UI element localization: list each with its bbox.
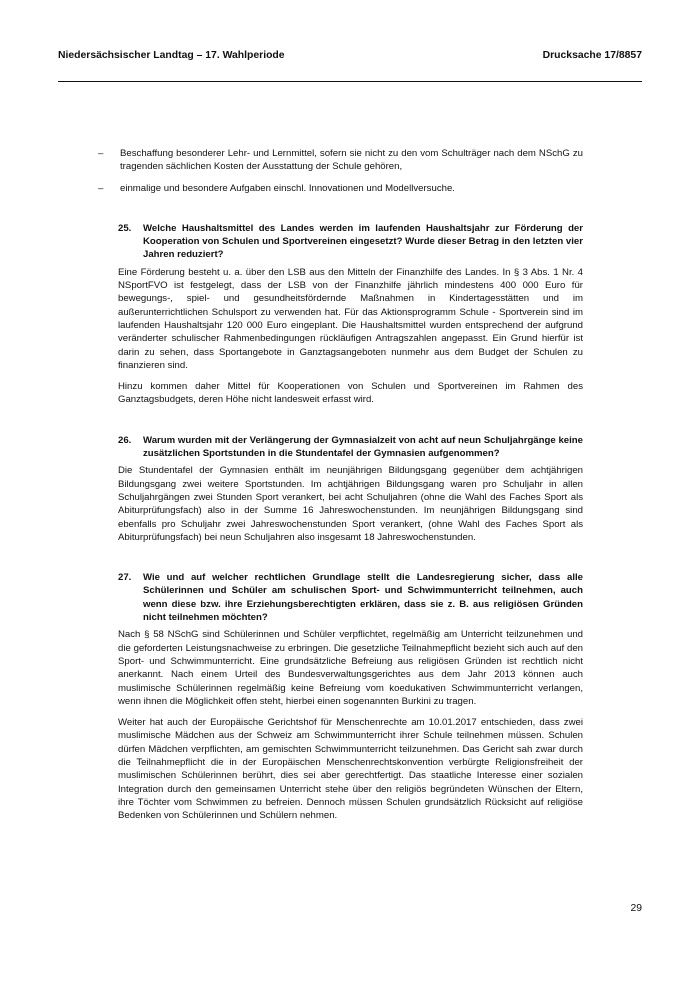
question-number: 25.: [118, 222, 132, 234]
answer-paragraph: Die Stundentafel der Gymnasien enthält im neunjährigen Bildungsgang gegenüber dem achtjährigen Bildungsgang zwei weitere Sportstunden. Im achtjährigen Bildungsgang waren pro Schuljahr in allen Schuljahrgängen zwei Stunden Sport verankert, bei acht Schuljahren (ohne die Wahl des Faches Sport als Abiturprüfungsfach) also in der Summe 16 Jahreswochenstunden. Im neunjährigen Bildungsgang sind ebenfalls pro Schuljahr zwei Jahreswochenstunden Sport verankert, (ohne Wahl des Faches Sport als Abiturprüfungsfach) bei neun Schuljahren also insgesamt 18 Jahreswochenstunden.: [118, 465, 583, 543]
question-heading: [118, 571, 583, 624]
question-heading: [118, 434, 583, 461]
list-item: [98, 182, 583, 195]
document-body: [98, 147, 583, 830]
answer-paragraph: Nach § 58 NSchG sind Schülerinnen und Schüler verpflichtet, regelmäßig am Unterricht teilzunehmen und die geforderten Leistungsnachweise zu erbringen. Die gesetzliche Teilnahmepflicht bezieht sich auch auf den Sport- und Schwimmunterricht. Eine grundsätzliche Befreiung aus religiösen Gründen ist rechtlich nicht anerkannt. Nach einem Urteil des Bundesverwaltungsgerichtes aus dem Jahr 2013 können auch muslimische Schülerinnen regelmäßig keine Befreiung vom koedukativen Schwimmunterricht verlangen, wenn ihnen die Möglichkeit offen steht, hierbei einen sogenannten Burkini zu tragen.: [118, 629, 583, 707]
answer-paragraph: Eine Förderung besteht u. a. über den LSB aus den Mitteln der Finanzhilfe des Landes. In § 3 Abs. 1 Nr. 4 NSportFVO ist festgelegt, dass der LSB von der Finanzhilfe jährlich mindestens 400 000 Euro für bewegungs-, spiel- und gesundheitsfördernde Maßnahmen in Kindertagesstätten und im außerunterrichtlichen Schulsport zu verwenden hat. Für das Aktionsprogramm Schule - Sportverein sind im laufenden Haushaltsjahr 120 000 Euro eingeplant. Die Haushaltsmittel wurden entsprechend der aufgrund veränderter schulischer Rahmenbedingungen rückläufigen Antragszahlen angepasst. Ein Grund hierfür ist darin zu sehen, dass Sportangebote in Ganztagsangeboten nunmehr aus dem Budget der Schulen zu finanzieren sind.: [118, 266, 583, 371]
question-heading: [118, 222, 583, 262]
question-text: Warum wurden mit der Verlängerung der Gymnasialzeit von acht auf neun Schuljahrgänge keine zusätzlichen Sportstunden in die Stundentafel der Gymnasien aufgenommen?: [143, 434, 583, 460]
page-header: [58, 50, 642, 61]
bullet-dash: –: [98, 148, 104, 159]
bullet-dash: –: [98, 182, 104, 194]
page-number: 29: [630, 903, 642, 914]
question-text: Wie und auf welcher rechtlichen Grundlage stellt die Landesregierung sicher, dass alle Schülerinnen und Schüler am schulischen Sport- und Schwimmunterricht teilnehmen, auch wenn diese bzw. ihre Erziehungsberechtigten erklären, dass sie z. B. aus religiösen Gründen nicht teilnehmen möchten?: [143, 572, 583, 624]
header-divider: [58, 81, 642, 82]
section-27: [118, 571, 583, 822]
header-document-number: Drucksache 17/8857: [542, 50, 642, 61]
answer-paragraph: Weiter hat auch der Europäische Gerichtshof für Menschenrechte am 10.01.2017 entschieden, dass zwei muslimische Mädchen aus der Schweiz am Schwimmunterricht ihrer Schule teilnehmen müssen. Schulen dürfen Mädchen verpflichten, am gemischten Schwimmunterricht teilzunehmen. Das Gericht sah zwar durch die Teilnahmepflicht die in der Europäischen Menschenrechtskonvention verbürgte Religionsfreiheit der muslimischen Schülerinnen berührt, dies sei aber gerechtfertigt. Das staatliche Interesse einer sozialen Integration durch den gemeinsamen Unterricht stehe über den religiös begründeten Wünschen der Eltern, ihre Töchter vom Schwimmen zu befreien. Dennoch müssen Schulen grundsätzlich Rücksicht auf religiöse Bedenken von Schülerinnen und Schülern nehmen.: [118, 717, 583, 822]
answer-paragraph: Hinzu kommen daher Mittel für Kooperationen von Schulen und Sportvereinen im Rahmen des Ganztagsbudgets, deren Höhe nicht landesweit erfasst wird.: [118, 381, 583, 406]
bullet-text: Beschaffung besonderer Lehr- und Lernmittel, sofern sie nicht zu den vom Schulträger nach dem NSchG zu tragenden sächlichen Kosten der Ausstattung der Schule gehören,: [120, 148, 583, 173]
header-title: Niedersächsischer Landtag – 17. Wahlperiode: [58, 50, 285, 61]
question-number: 26.: [118, 434, 132, 446]
question-number: 27.: [118, 572, 132, 584]
question-text: Welche Haushaltsmittel des Landes werden im laufenden Haushaltsjahr zur Förderung der Kooperation von Schulen und Sportvereinen eingesetzt? Wurde dieser Betrag in den letzten vier Jahren reduziert?: [143, 222, 583, 261]
section-25: [118, 222, 583, 407]
section-26: [118, 434, 583, 544]
bullet-text: einmalige und besondere Aufgaben einschl. Innovationen und Modellversuche.: [120, 182, 455, 194]
list-item: [98, 147, 583, 174]
